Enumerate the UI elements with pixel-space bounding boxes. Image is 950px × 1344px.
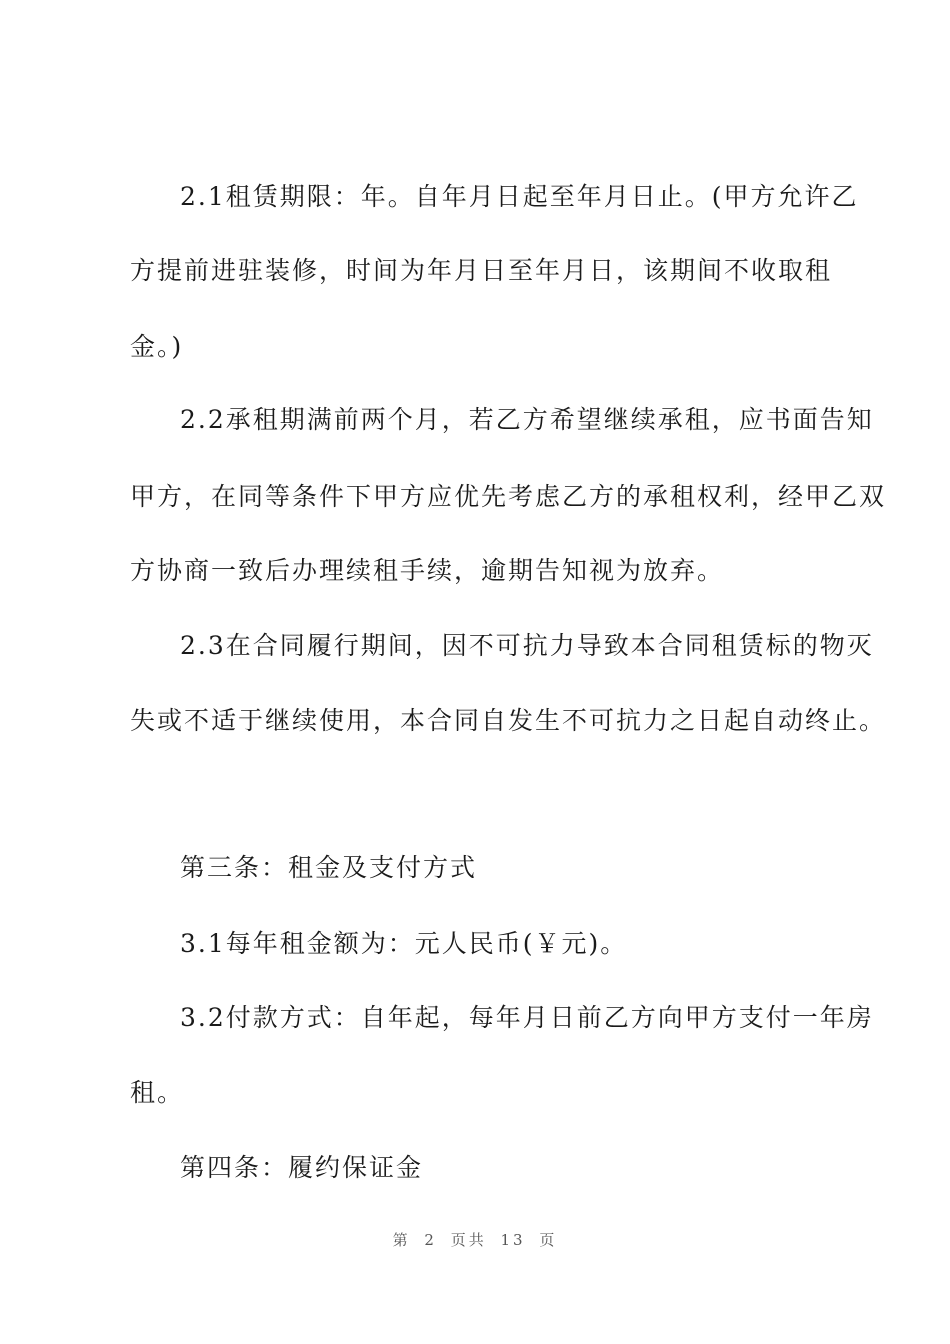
clause-2-3-line-2: 失或不适于继续使用，本合同自发生不可抗力之日起自动终止。 [130,706,887,735]
clause-3-2-line-2: 租。 [130,1078,185,1107]
clause-3-1-line-1: 3.1每年租金额为：元人民币(￥元)。 [180,929,628,958]
clause-2-2-line-1: 2.2承租期满前两个月，若乙方希望继续承租，应书面告知 [180,405,874,434]
article-4-heading: 第四条：履约保证金 [180,1153,424,1182]
clause-2-2-line-3: 方协商一致后办理续租手续，逾期告知视为放弃。 [130,556,725,585]
clause-2-1-line-1: 2.1租赁期限：年。自年月日起至年月日止。(甲方允许乙 [180,182,859,211]
clause-2-1-line-3: 金。) [130,332,184,361]
clause-2-3-line-1: 2.3在合同履行期间，因不可抗力导致本合同租赁标的物灭 [180,631,874,660]
clause-2-2-line-2: 甲方，在同等条件下甲方应优先考虑乙方的承租权利，经甲乙双 [130,482,887,511]
page-number-footer: 第 2 页共 13 页 [392,1231,558,1249]
article-3-heading: 第三条：租金及支付方式 [180,853,478,882]
clause-3-2-line-1: 3.2付款方式：自年起，每年月日前乙方向甲方支付一年房 [180,1003,874,1032]
clause-2-1-line-2: 方提前进驻装修，时间为年月日至年月日，该期间不收取租 [130,256,833,285]
